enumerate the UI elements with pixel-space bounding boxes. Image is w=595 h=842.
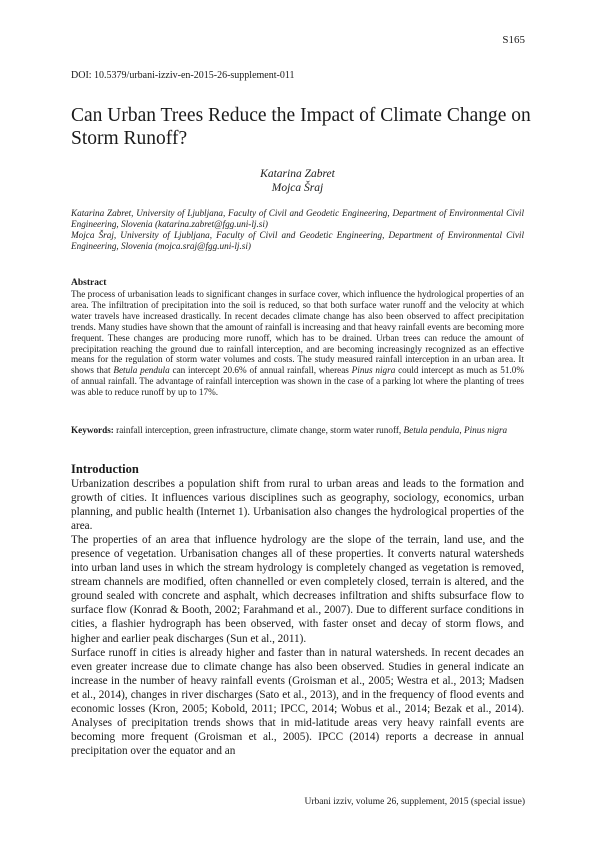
journal-footer: Urbani izziv, volume 26, supplement, 2015 (special issue): [304, 797, 525, 807]
body-paragraph: Urbanization describes a population shift from rural to urban areas and leads to the formation and growth of cities. It influences various disciplines such as geography, sociology, economics, urban planning, and public health (Internet 1). Urbanisation also changes the hydrological properties of the area.: [71, 478, 524, 533]
keywords: [71, 425, 524, 436]
abstract-text-part: can intercept 20.6% of annual rainfall, whereas: [169, 365, 352, 376]
introduction-section: [71, 462, 524, 758]
keyword-species: Betula pendula: [403, 425, 460, 435]
keywords-label: Keywords:: [71, 425, 114, 435]
abstract-section: [71, 278, 524, 398]
doi[interactable]: DOI: 10.5379/urbani-izziv-en-2015-26-supplement-011: [71, 70, 295, 81]
author-name: Katarina Zabret: [260, 168, 335, 180]
page-number: S165: [502, 34, 525, 46]
author-list: [0, 167, 595, 195]
species-name: Betula pendula: [113, 365, 170, 376]
abstract-text-part: The process of urbanisation leads to significant changes in surface cover, which influence the hydrological properties of an area. The infiltration of precipitation into the soil is reduced, so that both surface water runoff and the velocity at which water travels have increased drastically. In recent decades climate change has also been observed to affect precipitation trends. Many studies have shown that the amount of rainfall is increasing and that heavy rainfall events are becoming more frequent. These changes are producing more runoff, which has to be drained. Urban trees can reduce the amount of precipitation reaching the ground due to rainfall interception, and are becoming increasingly recognized as an effective means for the regulation of storm water volumes and costs. The study measured rainfall interception in an urban area. It shows that: [71, 289, 524, 376]
body-paragraph: The properties of an area that influence hydrology are the slope of the terrain, land use, and the presence of vegetation. Urbanisation changes all of these properties. It converts natural watersheds into urban land uses in which the stream hydrology is completely changed as vegetation is removed, stream channels are modified, often channelled or even completely closed, terrain is altered, and the ground sealed with concrete and asphalt, which decreases infiltration and shifts subsurface flow to surface flow (Konrad & Booth, 2002; Farahmand et al., 2007). Due to different surface conditions in cities, a flashier hydrograph has been observed, with faster onset and decay of storm flows, and higher and earlier peak discharges (Sun et al., 2011).: [71, 534, 524, 645]
keywords-text: rainfall interception, green infrastructure, climate change, storm water runoff,: [113, 425, 404, 435]
introduction-heading: Introduction: [71, 462, 139, 476]
species-name: Pinus nigra: [351, 365, 396, 376]
keywords-separator: ,: [459, 425, 464, 435]
abstract-text-part: could intercept as much as 51.0% of annual rainfall. The advantage of rainfall interception was shown in the case of a parking lot where the planting of trees was able to reduce runoff by up to 17%.: [71, 365, 525, 398]
keyword-species: Pinus nigra: [464, 425, 508, 435]
paper-title: Can Urban Trees Reduce the Impact of Climate Change on Storm Runoff?: [71, 105, 531, 149]
affiliations: [71, 208, 524, 252]
author-name: Mojca Šraj: [271, 182, 324, 194]
affiliation: Katarina Zabret, University of Ljubljana, Faculty of Civil and Geodetic Engineering, Department of Environmental Civil Engineering, Slovenia (katarina.zabret@fgg.uni-lj.si): [71, 208, 524, 229]
affiliation: Mojca Šraj, University of Ljubljana, Faculty of Civil and Geodetic Engineering, Department of Environmental Civil Engineering, Slovenia (mojca.sraj@fgg.uni-lj.si): [71, 230, 524, 251]
abstract-text: [71, 289, 524, 398]
abstract-heading: Abstract: [71, 278, 107, 288]
body-paragraph: Surface runoff in cities is already higher and faster than in natural watersheds. In recent decades an even greater increase due to climate change has also been observed. Studies in general indicate an increase in the number of heavy rainfall events (Groisman et al., 2005; Westra et al., 2013; Madsen et al., 2014), changes in river discharges (Sato et al., 2013), and in the frequency of flood events and economic losses (Kron, 2005; Kobold, 2011; IPCC, 2014; Wobus et al., 2014; Bezak et al., 2014). Analyses of precipitation trends shows that in mid-latitude areas very heavy rainfall events are becoming more frequent (Groisman et al., 2005). IPCC (2014) reports a decrease in annual precipitation over the equator and an: [71, 646, 524, 757]
